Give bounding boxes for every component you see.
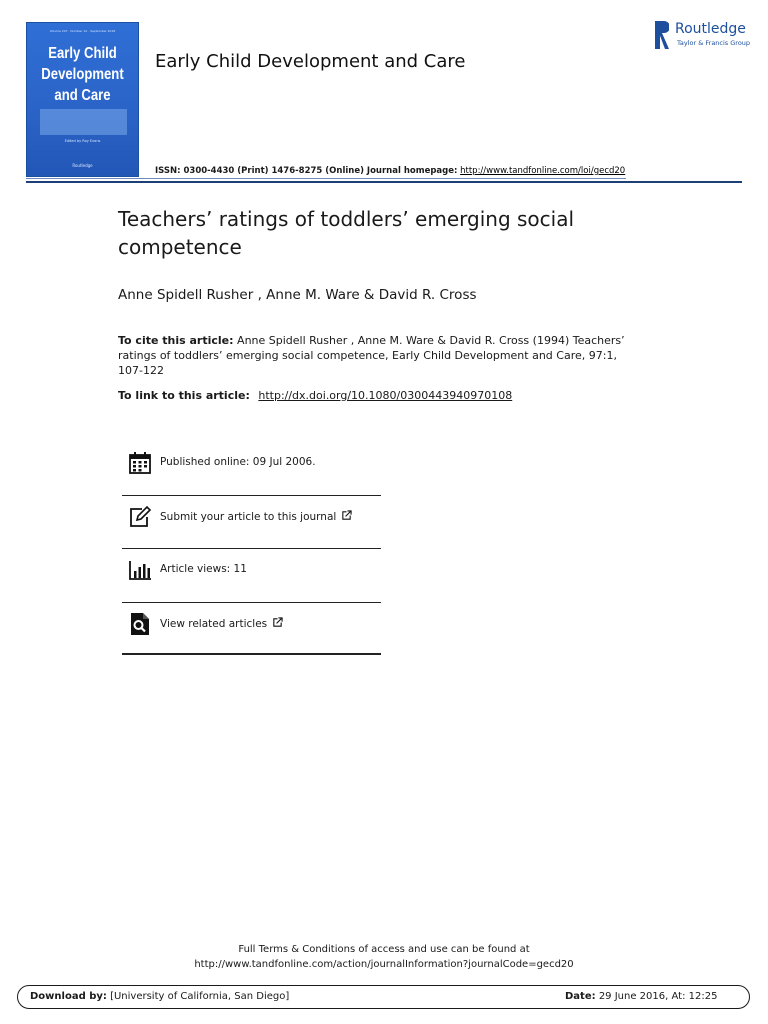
header-divider-thin	[26, 178, 626, 179]
info-article-views	[122, 558, 381, 598]
submit-article-label: Submit your article to this journal	[160, 511, 337, 523]
edit-icon	[128, 505, 152, 529]
download-label: Download by:	[30, 991, 107, 1002]
article-authors: Anne Spidell Rusher , Anne M. Ware & David R. Cross	[118, 287, 477, 303]
cover-editor: Edited by Roy Evans	[64, 139, 101, 143]
info-divider	[122, 548, 381, 549]
link-label: To link to this article:	[118, 389, 250, 402]
info-divider	[122, 602, 381, 603]
terms-url[interactable]: http://www.tandfonline.com/action/journalInformation?journalCode=gecd20	[194, 959, 574, 970]
terms-and-conditions	[0, 942, 768, 972]
published-online-label: Published online: 09 Jul 2006.	[160, 456, 316, 468]
calendar-icon	[128, 451, 152, 475]
info-divider	[122, 495, 381, 496]
doi-link[interactable]: http://dx.doi.org/10.1080/0300443940970108	[258, 389, 513, 402]
article-title: Teachers’ ratings of toddlers’ emerging social competence	[118, 207, 575, 259]
journal-cover-image	[26, 22, 139, 177]
cite-text: Anne Spidell Rusher , Anne M. Ware & David R. Cross (1994) Teachers’ ratings of toddlers’ emerging social competence, Early Child Development and Care, 97:1, 107-122	[118, 334, 625, 377]
search-document-icon	[128, 612, 152, 636]
cover-publisher: Routledge	[72, 163, 93, 168]
submit-article-link[interactable]	[160, 510, 352, 523]
cover-volume-line: Volume 207 · Number 10 · September 2018	[49, 29, 116, 33]
publisher-name: Routledge	[675, 21, 746, 37]
terms-line: Full Terms & Conditions of access and use can be found at	[238, 944, 530, 955]
bar-chart-icon	[128, 558, 152, 582]
external-link-icon	[272, 617, 283, 628]
routledge-logo-icon	[655, 21, 669, 49]
info-submit-article[interactable]	[122, 505, 381, 545]
cite-label: To cite this article:	[118, 334, 234, 347]
external-link-icon	[341, 510, 352, 521]
cover-band	[40, 109, 127, 135]
article-link	[118, 389, 512, 402]
cover-title-line: and Care	[54, 87, 111, 104]
info-related-articles[interactable]	[122, 612, 381, 652]
download-by	[30, 991, 289, 1002]
download-date	[565, 991, 717, 1002]
journal-title: Early Child Development and Care	[155, 51, 466, 72]
date-label: Date:	[565, 991, 596, 1002]
journal-homepage-link[interactable]: http://www.tandfonline.com/loi/gecd20	[460, 166, 626, 176]
download-value: [University of California, San Diego]	[110, 991, 290, 1002]
article-views-label: Article views: 11	[160, 563, 247, 575]
info-divider	[122, 653, 381, 655]
cover-title-line: Development	[41, 66, 124, 83]
related-articles-link[interactable]	[160, 617, 283, 630]
cover-title	[37, 43, 128, 106]
issn-line	[155, 166, 625, 176]
header-divider	[26, 181, 742, 183]
citation	[118, 333, 638, 378]
info-published-online	[122, 451, 381, 491]
related-articles-label: View related articles	[160, 618, 268, 630]
date-value: 29 June 2016, At: 12:25	[598, 991, 718, 1002]
publisher-group: Taylor & Francis Group	[677, 39, 751, 47]
issn-label: ISSN: 0300-4430 (Print) 1476-8275 (Online) Journal homepage:	[155, 166, 458, 176]
cover-title-line: Early Child	[48, 45, 117, 62]
